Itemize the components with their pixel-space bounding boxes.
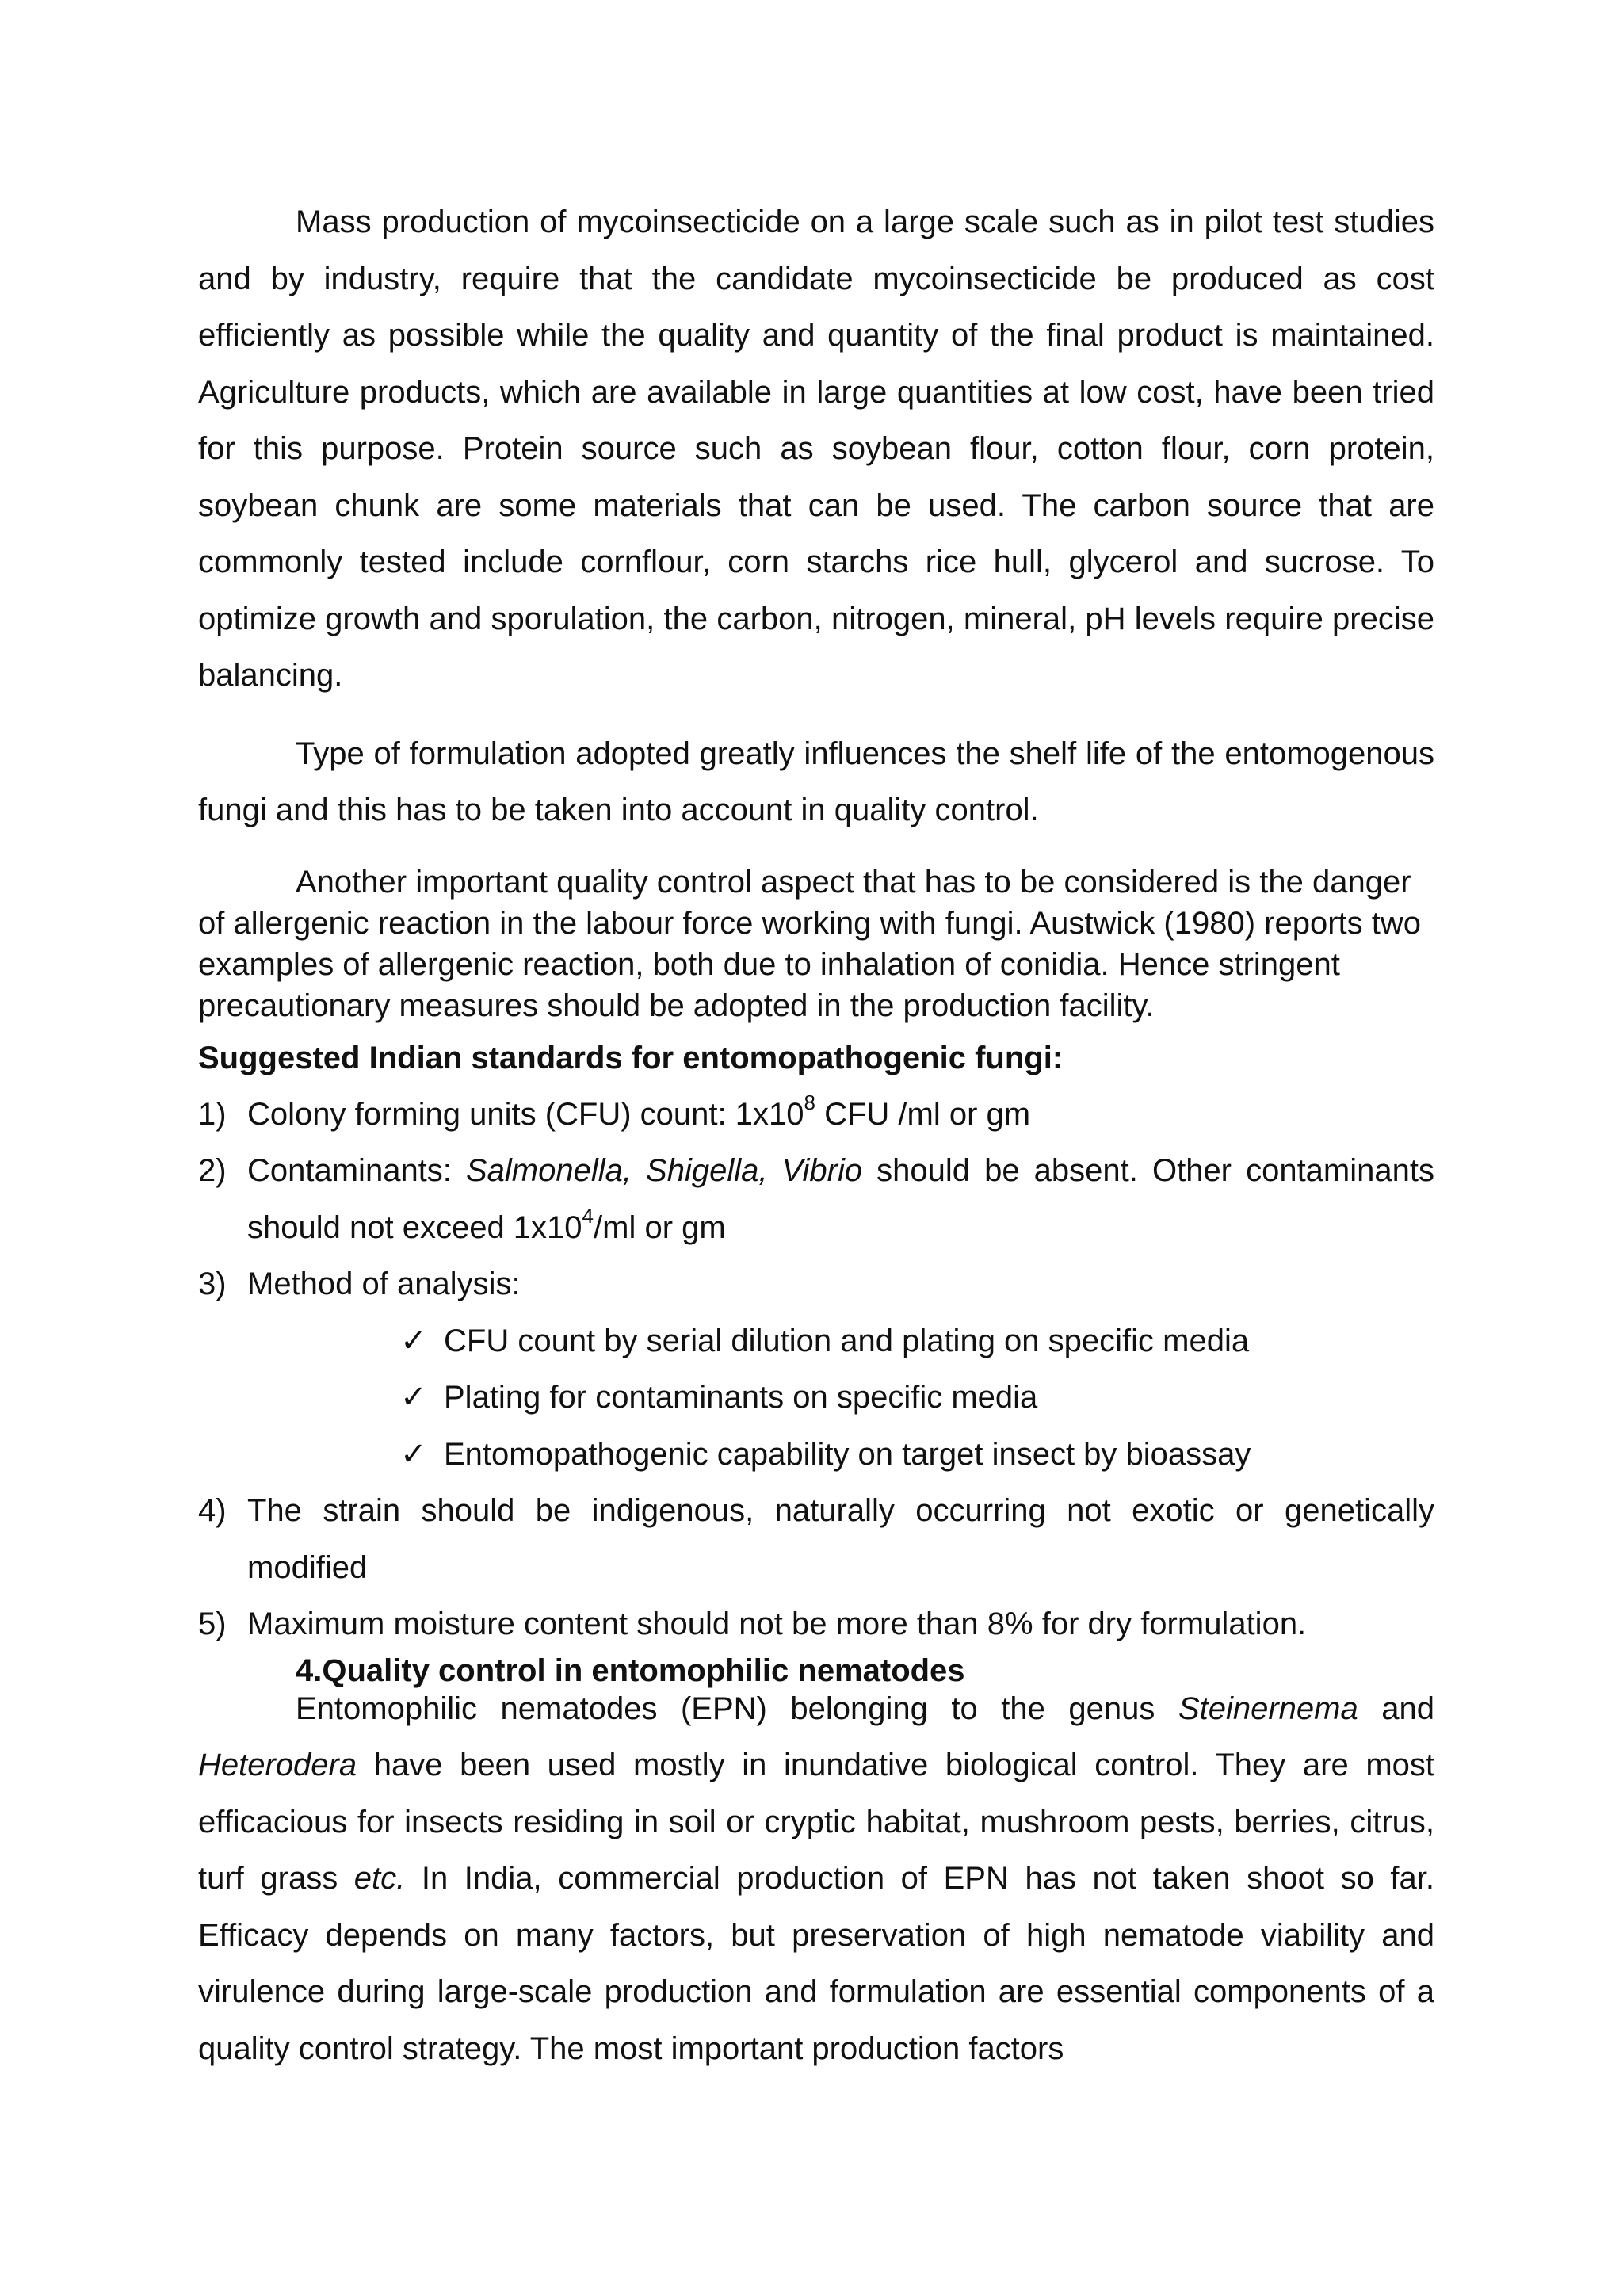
nematodes-text: Entomophilic nematodes (EPN) belonging to the genus: [296, 1690, 1178, 1726]
check-item-label: Entomopathogenic capability on target insect by bioassay: [444, 1436, 1251, 1472]
check-item: [198, 1427, 1434, 1484]
checkmark-icon: ✓: [400, 1436, 427, 1472]
list-number: 4): [198, 1493, 227, 1528]
contaminants-label: Contaminants:: [247, 1153, 466, 1188]
check-item: [198, 1313, 1434, 1370]
contaminants-exponent: 4: [582, 1204, 594, 1228]
paragraph-formulation: Type of formulation adopted greatly influences the shelf life of the entomogenous fungi and this has to be taken into account in quality control.: [198, 735, 1434, 827]
nematodes-text: In India, commercial production of EPN has not taken shoot so far. Efficacy depends on many factors, but preservation of high nematode viability and virulence during large-scale production and formulation are essential components of a quality control strategy. The most important production factors: [198, 1861, 1434, 2066]
genus-steinernema: Steinernema: [1178, 1690, 1358, 1726]
method-text: Method of analysis:: [247, 1266, 521, 1301]
list-number: 1): [198, 1096, 227, 1132]
contaminants-text: should be absent. Other contaminants should not exceed 1x10: [247, 1153, 1434, 1245]
list-item-contaminants: [198, 1143, 1434, 1256]
check-item-label: CFU count by serial dilution and plating on specific media: [444, 1323, 1250, 1358]
moisture-text: Maximum moisture content should not be more than 8% for dry formulation.: [247, 1606, 1307, 1641]
list-number: 3): [198, 1266, 227, 1301]
cfu-unit: CFU /ml or gm: [815, 1096, 1031, 1132]
document-page: [198, 194, 1434, 2077]
list-item-moisture: [198, 1596, 1434, 1653]
check-item-label: Plating for contaminants on specific media: [444, 1380, 1038, 1415]
cfu-text: Colony forming units (CFU) count: 1x10: [247, 1096, 804, 1132]
standards-list: [198, 1087, 1434, 1313]
contaminants-unit: /ml or gm: [594, 1209, 726, 1245]
checkmark-icon: ✓: [400, 1380, 427, 1415]
standards-list-continued: [198, 1483, 1434, 1653]
check-item: [198, 1370, 1434, 1427]
method-checklist: [198, 1313, 1434, 1484]
contaminants-species: Salmonella, Shigella, Vibrio: [465, 1153, 863, 1188]
list-item-method: [198, 1256, 1434, 1313]
list-item-strain: [198, 1483, 1434, 1596]
paragraph-mass-production: Mass production of mycoinsecticide on a large scale such as in pilot test studies and by industry, require that the candidate mycoinsecticide be produced as cost efficiently as possible while the quality and quantity of the final product is maintained. Agriculture products, which are available in large quantities at low cost, have been tried for this purpose. Protein source such as soybean flour, cotton flour, corn protein, soybean chunk are some materials that can be used. The carbon source that are commonly tested include cornflour, corn starchs rice hull, glycerol and sucrose. To optimize growth and sporulation, the carbon, nitrogen, mineral, pH levels require precise balancing.: [198, 204, 1434, 693]
nematodes-text: and: [1358, 1690, 1434, 1726]
etc-italic: etc.: [353, 1861, 406, 1896]
genus-heterodera: Heterodera: [198, 1748, 357, 1782]
list-number: 5): [198, 1606, 227, 1641]
list-item-cfu: [198, 1087, 1434, 1144]
paragraph-allergenic: Another important quality control aspect that has to be considered is the danger of allergenic reaction in the labour force working with fungi. Austwick (1980) reports two examples of allergenic reaction, both due to inhalation of conidia. Hence stringent precautionary measures should be adopted in the production facility.: [198, 864, 1421, 1023]
checkmark-icon: ✓: [400, 1323, 427, 1358]
list-number: 2): [198, 1153, 227, 1188]
nematodes-text: have been used mostly in inundative biological control. They are most efficacious for insects residing in soil or cryptic habitat, mushroom pests, berries, citrus, turf grass: [198, 1748, 1434, 1896]
strain-text: The strain should be indigenous, naturally occurring not exotic or genetically modified: [247, 1493, 1434, 1585]
cfu-exponent: 8: [804, 1091, 815, 1115]
standards-heading: Suggested Indian standards for entomopathogenic fungi:: [198, 1040, 1064, 1075]
nematodes-heading: 4.Quality control in entomophilic nematodes: [296, 1652, 965, 1688]
paragraph-nematodes: [198, 1681, 1434, 2078]
